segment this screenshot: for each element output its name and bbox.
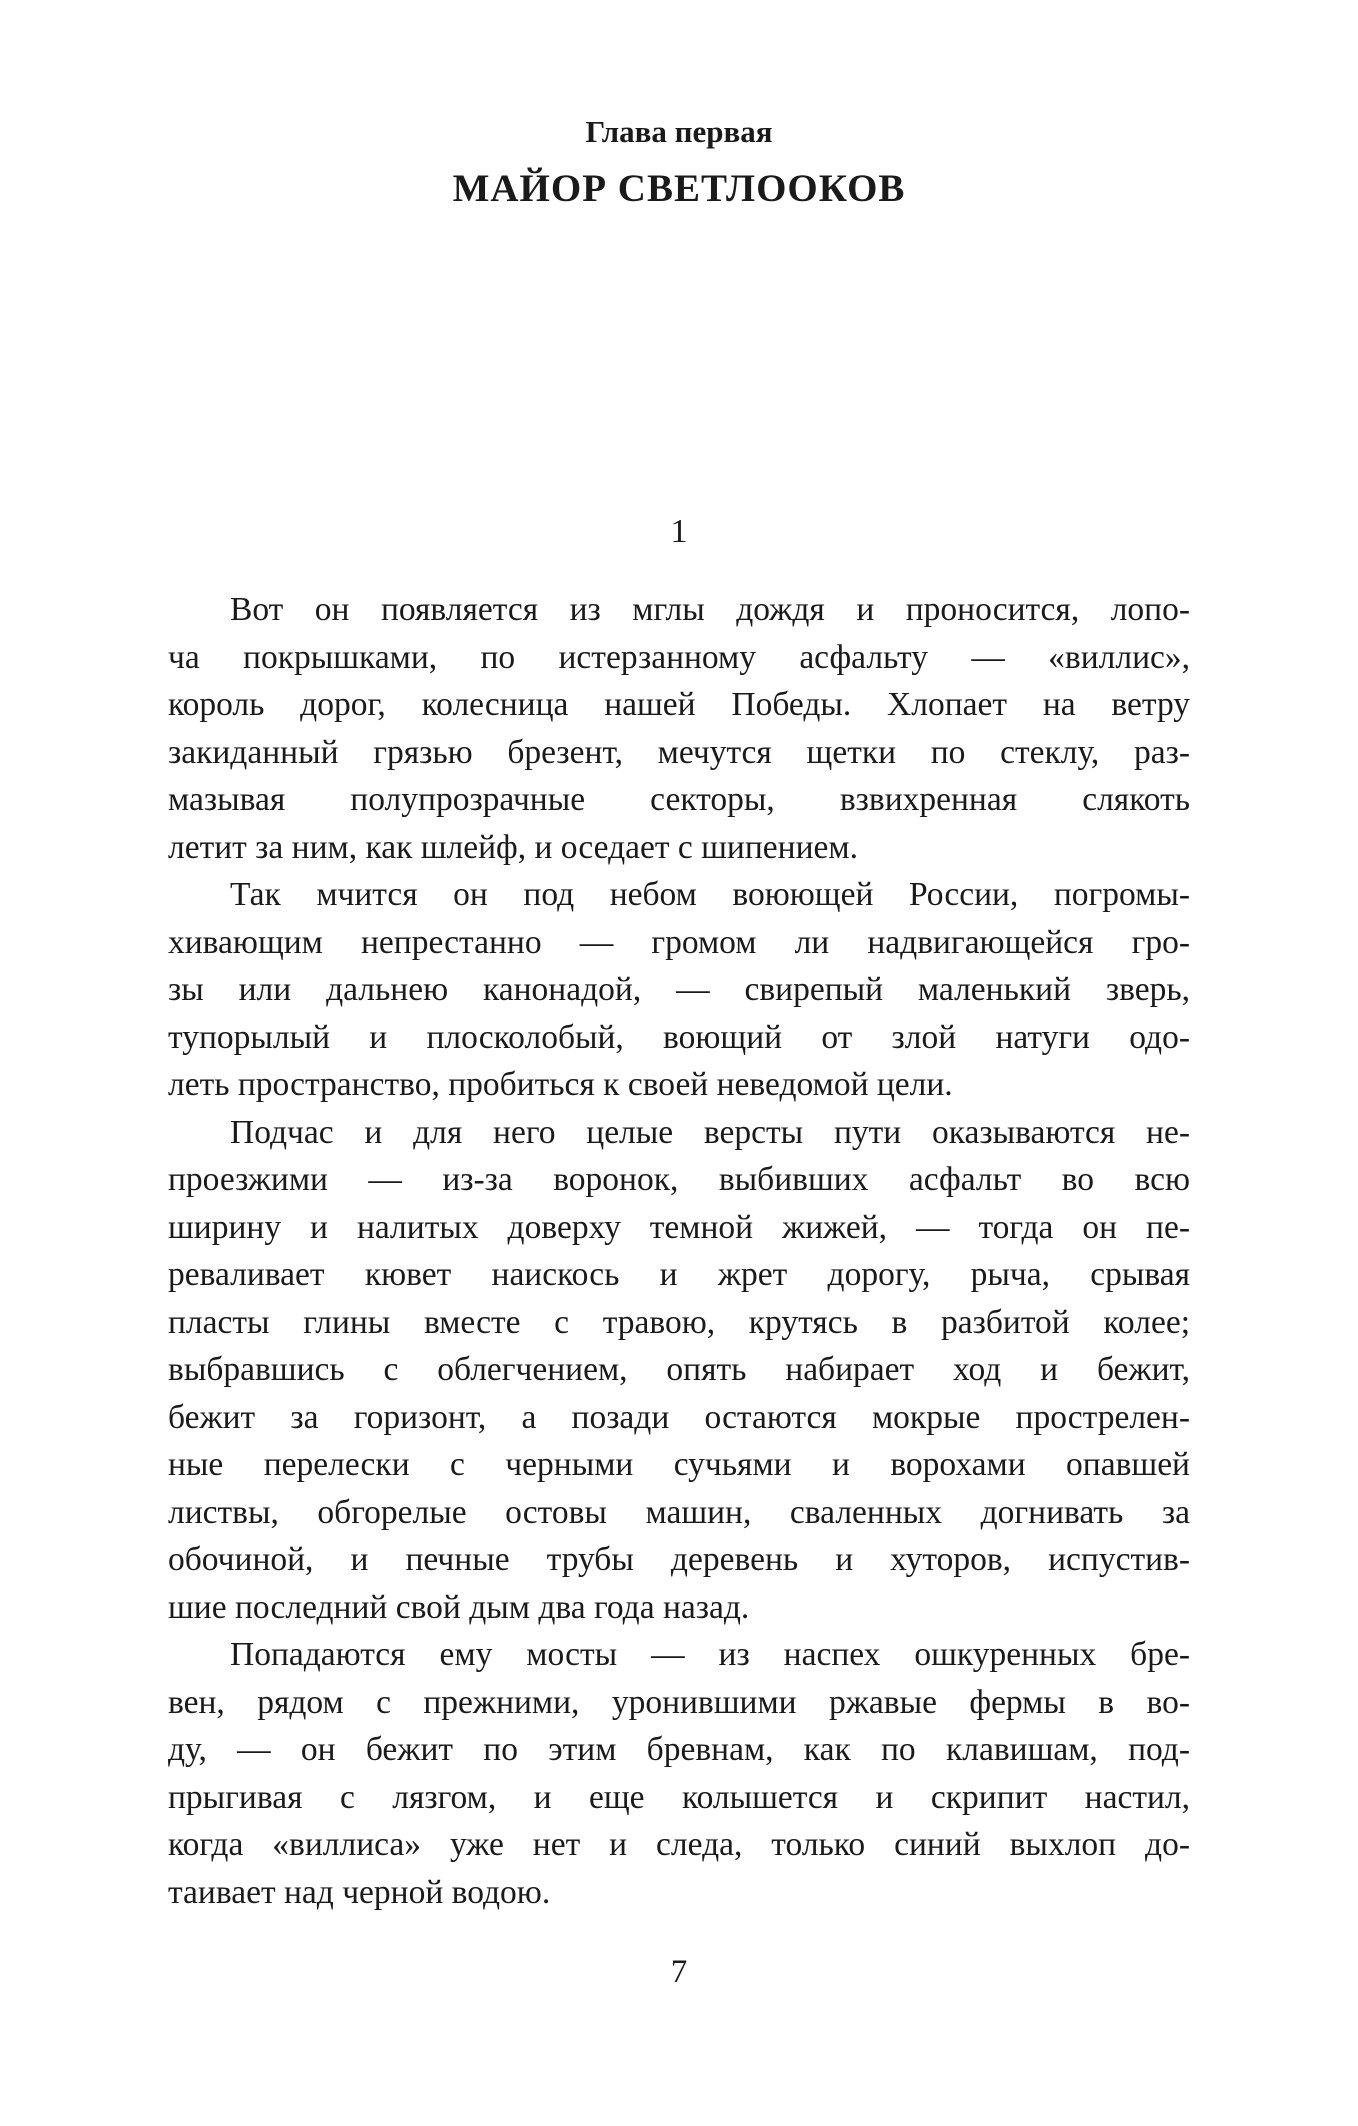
text-line: ширину и налитых доверху темной жижей, — тогда он пе- [168, 1208, 1190, 1246]
text-line: Вот он появляется из мглы дождя и проносится, лопо- [230, 591, 1190, 628]
text-line: листвы, обгорелые остовы машин, сваленных догнивать за [168, 1493, 1190, 1531]
text-line: Попадаются ему мосты — из наспех ошкуренных бре- [230, 1636, 1190, 1673]
page-number: 7 [670, 1954, 688, 1990]
text-line: Так мчится он под небом воюющей России, погромы- [230, 876, 1190, 913]
text-line: прыгивая с лязгом, и еще колышется и скрипит настил, [168, 1778, 1190, 1816]
text-line: обочиной, и печные трубы деревень и хуторов, испустив- [168, 1541, 1190, 1578]
text-line: реваливает кювет наискось и жрет дорогу, рыча, срывая [168, 1256, 1190, 1293]
text-line: тупорылый и плосколобый, воющий от злой натуги одо- [168, 1018, 1190, 1056]
body-text [168, 586, 1190, 1916]
paragraph-2 [168, 871, 1190, 1109]
chapter-title: МАЙОР СВЕТЛООКОВ [452, 167, 906, 210]
section-number: 1 [670, 513, 688, 550]
text-line: выбравшись с облегчением, опять набирает ход и бежит, [168, 1351, 1190, 1388]
paragraph-3 [168, 1109, 1190, 1632]
paragraph-1 [168, 586, 1190, 871]
text-line: бежит за горизонт, а позади остаются мокрые прострелен- [168, 1398, 1190, 1436]
text-line: летит за ним, как шлейф, и оседает с шипением. [168, 828, 858, 866]
text-line: вен, рядом с прежними, уронившими ржавые фермы в во- [168, 1683, 1190, 1721]
text-line: Подчас и для него целые версты пути оказываются не- [230, 1113, 1190, 1151]
text-line: зы или дальнею канонадой, — свирепый маленький зверь, [168, 971, 1190, 1008]
text-line: пласты глины вместе с травою, крутясь в разбитой колее; [168, 1303, 1190, 1341]
text-line: проезжими — из-за воронок, выбивших асфальт во всю [168, 1161, 1190, 1198]
text-line: леть пространство, пробиться к своей неведомой цели. [168, 1066, 953, 1103]
text-line: мазывая полупрозрачные секторы, взвихренная слякоть [168, 781, 1190, 818]
text-line: король дорог, колесница нашей Победы. Хлопает на ветру [168, 686, 1190, 723]
text-line: ные перелески с черными сучьями и ворохами опавшей [168, 1446, 1190, 1483]
text-line: хивающим непрестанно — громом ли надвигающейся гро- [168, 923, 1190, 961]
text-line: шие последний свой дым два года назад. [168, 1588, 750, 1626]
paragraph-4 [168, 1631, 1190, 1916]
text-line: закиданный грязью брезент, мечутся щетки по стеклу, раз- [168, 733, 1190, 771]
text-line: ча покрышками, по истерзанному асфальту — «виллис», [168, 638, 1190, 676]
text-line: ду, — он бежит по этим бревнам, как по клавишам, под- [168, 1731, 1190, 1768]
chapter-label: Глава первая [585, 114, 773, 149]
text-line: таивает над черной водою. [168, 1873, 551, 1911]
text-line: когда «виллиса» уже нет и следа, только синий выхлоп до- [168, 1826, 1190, 1863]
